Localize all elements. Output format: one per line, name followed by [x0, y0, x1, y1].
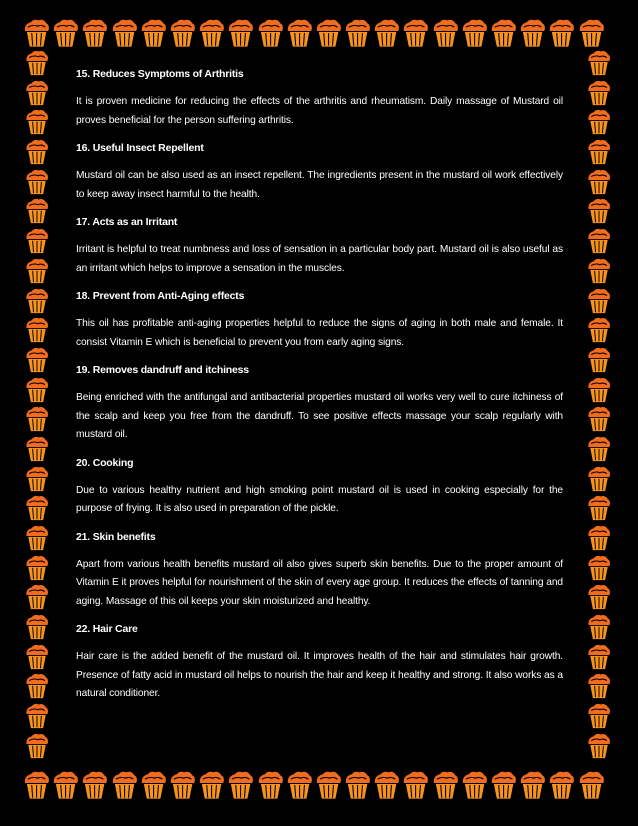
bottom-cupcake-border [22, 768, 606, 802]
section-15 [76, 67, 563, 130]
cupcake-icon [226, 768, 255, 802]
cupcake-icon [51, 16, 80, 50]
cupcake-icon [584, 553, 614, 583]
cupcake-icon [22, 315, 52, 345]
cupcake-icon [401, 16, 430, 50]
cupcake-icon [584, 434, 614, 464]
section-body: It is proven medicine for reducing the effects of the arthritis and rheumatism. Daily massage of Mustard oil proves beneficial for the person suffering arthritis. [76, 96, 563, 126]
cupcake-icon [584, 256, 614, 286]
cupcake-icon [577, 768, 606, 802]
cupcake-icon [197, 16, 226, 50]
section-body: Mustard oil can be also used as an insect repellent. The ingredients present in the mustard oil work effectively to keep away insect harmful to the health. [76, 170, 563, 200]
section-heading: 17. Acts as an Irritant [76, 216, 178, 228]
cupcake-icon [22, 375, 52, 405]
section-21 [76, 530, 563, 612]
cupcake-icon [584, 137, 614, 167]
section-18 [76, 289, 563, 352]
cupcake-icon [80, 16, 109, 50]
cupcake-icon [460, 768, 489, 802]
cupcake-icon [110, 768, 139, 802]
cupcake-icon [372, 16, 401, 50]
cupcake-icon [22, 404, 52, 434]
cupcake-icon [343, 16, 372, 50]
cupcake-icon [22, 256, 52, 286]
cupcake-icon [584, 731, 614, 761]
cupcake-icon [22, 612, 52, 642]
cupcake-icon [547, 768, 576, 802]
cupcake-icon [168, 16, 197, 50]
cupcake-icon [518, 16, 547, 50]
cupcake-icon [584, 671, 614, 701]
section-body: Hair care is the added benefit of the mustard oil. It improves health of the hair and stimulates hair growth. Presence of fatty acid in mustard oil helps to nourish the hair and keep it healthy and strong. It also works as a natural conditioner. [76, 651, 563, 699]
cupcake-icon [22, 167, 52, 197]
cupcake-icon [577, 16, 606, 50]
cupcake-icon [314, 16, 343, 50]
cupcake-icon [22, 493, 52, 523]
cupcake-icon [584, 642, 614, 672]
cupcake-icon [197, 768, 226, 802]
cupcake-icon [584, 375, 614, 405]
cupcake-icon [372, 768, 401, 802]
section-22 [76, 622, 563, 704]
section-17 [76, 215, 563, 278]
cupcake-icon [22, 107, 52, 137]
cupcake-icon [489, 768, 518, 802]
cupcake-icon [22, 434, 52, 464]
cupcake-icon [584, 48, 614, 78]
cupcake-icon [584, 107, 614, 137]
section-body: This oil has profitable anti-aging properties helpful to reduce the signs of aging in both male and female. It consist Vitamin E which is beneficial to prevent you from early aging signs. [76, 318, 563, 348]
right-cupcake-border [584, 48, 614, 761]
section-heading: 20. Cooking [76, 456, 134, 469]
article-content [76, 67, 563, 715]
section-heading: 18. Prevent from Anti-Aging effects [76, 290, 245, 302]
section-heading: 15. Reduces Symptoms of Arthritis [76, 68, 244, 80]
cupcake-icon [584, 226, 614, 256]
cupcake-icon [226, 16, 255, 50]
section-16 [76, 141, 563, 204]
section-heading: 19. Removes dandruff and itchiness [76, 364, 249, 376]
cupcake-icon [139, 768, 168, 802]
cupcake-icon [22, 78, 52, 108]
cupcake-icon [431, 768, 460, 802]
cupcake-icon [584, 167, 614, 197]
cupcake-icon [22, 731, 52, 761]
section-body: Due to various healthy nutrient and high smoking point mustard oil is used in cooking especially for the purpose of frying. It is also used in preparation of the pickle. [76, 484, 563, 514]
cupcake-icon [547, 16, 576, 50]
cupcake-icon [22, 642, 52, 672]
cupcake-icon [584, 493, 614, 523]
cupcake-icon [22, 701, 52, 731]
cupcake-icon [584, 315, 614, 345]
cupcake-icon [256, 768, 285, 802]
cupcake-icon [80, 768, 109, 802]
cupcake-icon [22, 286, 52, 316]
section-heading: 16. Useful Insect Repellent [76, 142, 204, 154]
cupcake-icon [584, 582, 614, 612]
cupcake-icon [22, 345, 52, 375]
cupcake-icon [401, 768, 430, 802]
cupcake-icon [22, 523, 52, 553]
cupcake-icon [22, 553, 52, 583]
cupcake-icon [489, 16, 518, 50]
section-heading: 21. Skin benefits [76, 530, 156, 543]
top-cupcake-border [22, 16, 606, 50]
cupcake-icon [22, 137, 52, 167]
cupcake-icon [22, 16, 51, 50]
cupcake-icon [314, 768, 343, 802]
section-20 [76, 456, 563, 519]
cupcake-icon [584, 78, 614, 108]
cupcake-icon [584, 286, 614, 316]
cupcake-icon [584, 612, 614, 642]
section-heading: 22. Hair Care [76, 623, 138, 635]
cupcake-icon [22, 768, 51, 802]
cupcake-icon [22, 464, 52, 494]
cupcake-icon [343, 768, 372, 802]
cupcake-icon [584, 701, 614, 731]
cupcake-icon [51, 768, 80, 802]
section-19 [76, 363, 563, 445]
section-body: Irritant is helpful to treat numbness and loss of sensation in a particular body part. Mustard oil is also useful as an irritant which helps to improve a sensation in the muscles. [76, 244, 563, 274]
cupcake-icon [256, 16, 285, 50]
cupcake-icon [518, 768, 547, 802]
cupcake-icon [285, 768, 314, 802]
cupcake-icon [22, 196, 52, 226]
section-body: Apart from various health benefits mustard oil also gives superb skin benefits. Due to the proper amount of Vitamin E it proves helpful for nourishment of the skin of every age group. It reduces the effects of tanning and aging. Massage of this oil keeps your skin moisturized and healthy. [76, 558, 563, 607]
cupcake-icon [110, 16, 139, 50]
cupcake-icon [584, 196, 614, 226]
cupcake-icon [584, 345, 614, 375]
section-body: Being enriched with the antifungal and antibacterial properties mustard oil works very well to cure itchiness of the scalp and keep you free from the dandruff. To see positive effects massage your scalp regularly with mustard oil. [76, 392, 563, 440]
cupcake-icon [168, 768, 197, 802]
cupcake-icon [22, 226, 52, 256]
cupcake-icon [139, 16, 168, 50]
cupcake-icon [431, 16, 460, 50]
cupcake-icon [285, 16, 314, 50]
left-cupcake-border [22, 48, 52, 761]
cupcake-icon [22, 48, 52, 78]
cupcake-icon [22, 671, 52, 701]
cupcake-icon [584, 404, 614, 434]
cupcake-icon [460, 16, 489, 50]
cupcake-icon [22, 582, 52, 612]
cupcake-icon [584, 523, 614, 553]
cupcake-icon [584, 464, 614, 494]
